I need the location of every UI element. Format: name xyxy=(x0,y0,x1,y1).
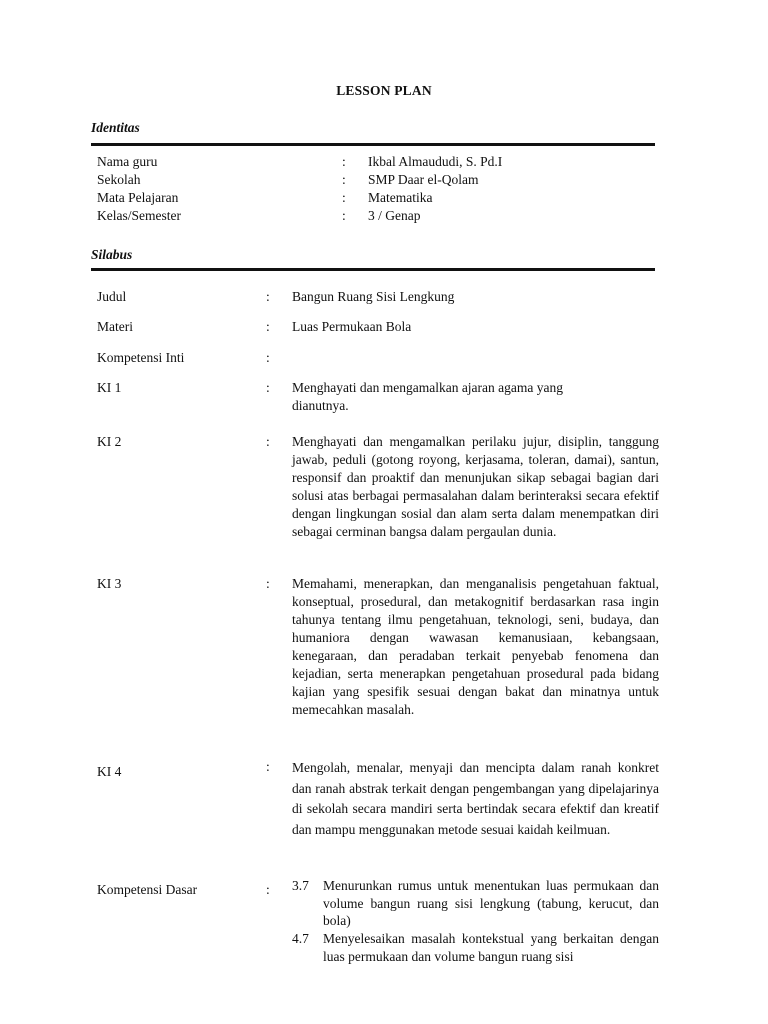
row-value: Bangun Ruang Sisi Lengkung xyxy=(292,289,455,304)
row-label: Kompetensi Inti xyxy=(97,350,185,365)
row-value: 3 / Genap xyxy=(368,208,421,223)
row-separator: : xyxy=(266,759,270,774)
silabus-heading: Silabus xyxy=(91,247,133,262)
row-value: Luas Permukaan Bola xyxy=(292,319,412,334)
identitas-row-sekolah xyxy=(97,171,657,189)
row-label: KI 3 xyxy=(97,576,122,591)
row-separator: : xyxy=(266,289,270,304)
identitas-row-kelas-semester xyxy=(97,207,657,225)
identitas-row-mata-pelajaran xyxy=(97,189,657,207)
identitas-row-nama-guru xyxy=(97,153,657,171)
row-value: Mengolah, menalar, menyaji dan mencipta dalam ranah konkret dan ranah abstrak terkait dengan pengembangan yang dipelajarinya di sekolah secara mandiri serta bertindak secara efektif dan kreatif dan mampu menggunakan metode sesuai kaidah keilmuan. xyxy=(292,760,659,837)
row-separator: : xyxy=(266,434,270,449)
row-separator: : xyxy=(266,350,270,365)
row-separator: : xyxy=(342,208,346,223)
identitas-heading: Identitas xyxy=(91,120,140,135)
row-label: Judul xyxy=(97,289,127,304)
row-separator: : xyxy=(266,380,270,395)
row-label: KI 2 xyxy=(97,434,122,449)
row-separator: : xyxy=(342,154,346,169)
row-value: SMP Daar el-Qolam xyxy=(368,172,479,187)
kd-item-text: Menurunkan rumus untuk menentukan luas permukaan dan volume bangun ruang sisi lengkung (tabung, kerucut, dan bola) xyxy=(323,878,659,928)
row-label: Kelas/Semester xyxy=(97,208,181,223)
document-title: LESSON PLAN xyxy=(336,83,432,98)
row-separator: : xyxy=(266,576,270,591)
row-value: Ikbal Almaududi, S. Pd.I xyxy=(368,154,503,169)
row-label: Mata Pelajaran xyxy=(97,190,179,205)
row-label: KI 1 xyxy=(97,380,122,395)
row-separator: : xyxy=(342,172,346,187)
silabus-divider xyxy=(91,268,655,271)
row-label: Nama guru xyxy=(97,154,158,169)
row-label: Kompetensi Dasar xyxy=(97,882,198,897)
row-value: Matematika xyxy=(368,190,433,205)
row-label: Sekolah xyxy=(97,172,141,187)
identitas-divider xyxy=(91,143,655,146)
row-value: Menghayati dan mengamalkan ajaran agama yang dianutnya. xyxy=(292,380,564,413)
row-separator: : xyxy=(266,882,270,897)
row-value: Memahami, menerapkan, dan menganalisis pengetahuan faktual, konseptual, prosedural, dan metakognitif berdasarkan rasa ingin tahunya tentang ilmu pengetahuan, teknologi, seni, budaya, dan humaniora dengan wawasan kemanusiaan, kebangsaan, kenegaraan, dan peradaban terkait penyebab fenomena dan kejadian, serta menerapkan pengetahuan prosedural pada bidang kajian yang spesifik sesuai dengan bakat dan minatnya untuk memecahkan masalah. xyxy=(292,576,659,717)
kd-item-number: 3.7 xyxy=(292,878,309,893)
row-label: KI 4 xyxy=(97,764,122,779)
kd-item-text: Menyelesaikan masalah kontekstual yang berkaitan dengan luas permukaan dan volume bangun ruang sisi xyxy=(323,931,659,964)
kd-item-number: 4.7 xyxy=(292,931,309,946)
row-label: Materi xyxy=(97,319,133,334)
row-separator: : xyxy=(342,190,346,205)
row-separator: : xyxy=(266,319,270,334)
row-value: Menghayati dan mengamalkan perilaku jujur, disiplin, tanggung jawab, peduli (gotong royong, kerjasama, toleran, damai), santun, responsif dan proaktif dan menunjukan sikap sebagai bagian dari solusi atas berbagai permasalahan dalam berinteraksi secara efektif dengan lingkungan sosial dan alam serta dalam menempatkan diri sebagai cerminan bangsa dalam pergaulan dunia. xyxy=(292,434,659,539)
